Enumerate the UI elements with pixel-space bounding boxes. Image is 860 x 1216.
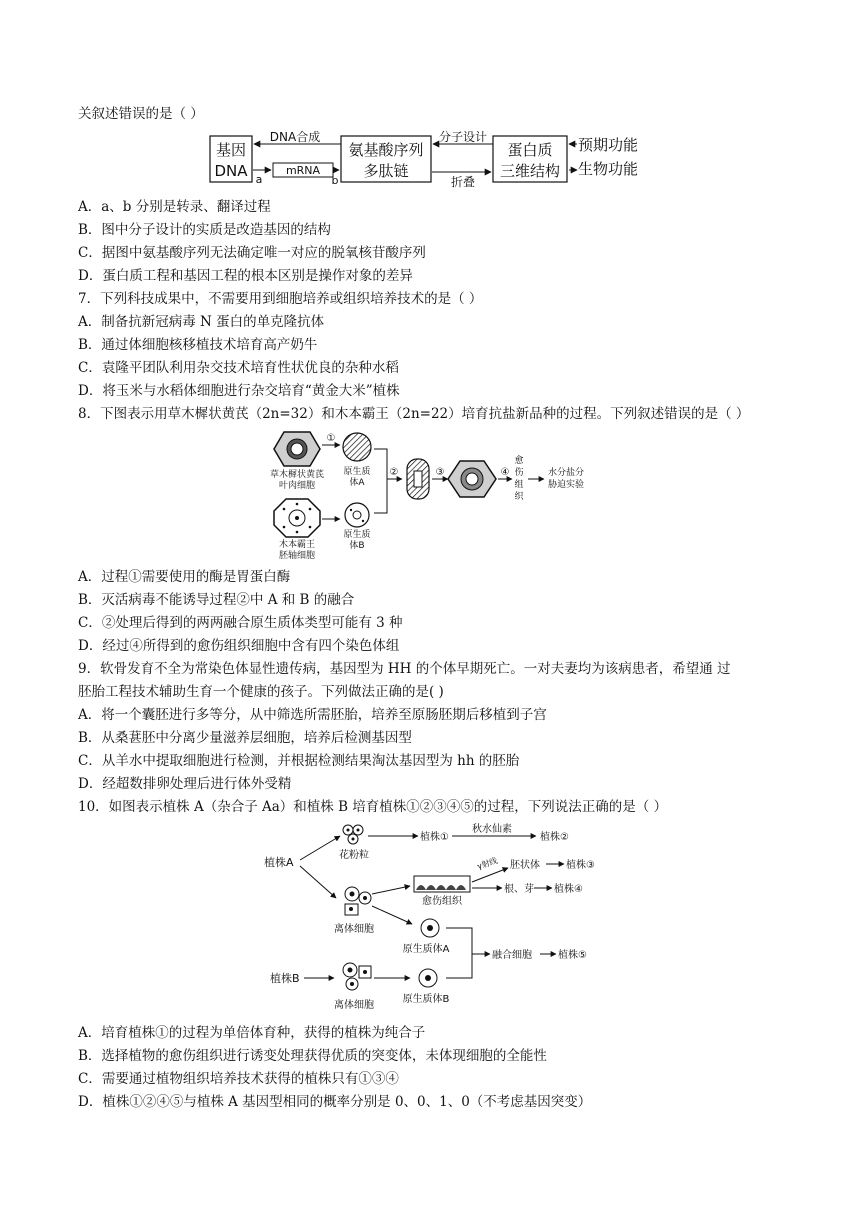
- q8-option-c: C．②处理后得到的两两融合原生质体类型可能有 3 种: [78, 615, 403, 631]
- q6-option-c: C．据图中氨基酸序列无法确定唯一对应的脱氧核苷酸序列: [78, 245, 426, 261]
- protein-label-top: 蛋白质: [507, 141, 553, 159]
- svg-text:组: 组: [514, 480, 524, 490]
- q7-option-c: C．袁隆平团队利用杂交技术培育性状优良的杂种水稻: [78, 360, 399, 376]
- q6-option-b: B．图中分子设计的实质是改造基因的结构: [78, 222, 331, 238]
- q10-option-c: C．需要通过植物组织培养技术获得的植株只有①③④: [78, 1071, 399, 1087]
- amino-label-bottom: 多肽链: [363, 162, 409, 180]
- svg-text:草木樨状黄芪: 草木樨状黄芪: [269, 470, 325, 480]
- q8-option-b: B．灭活病毒不能诱导过程②中 A 和 B 的融合: [78, 592, 355, 608]
- folding-label: 折叠: [450, 175, 476, 189]
- q8-stem: 8．下图表示用草木樨状黄芪（2n=32）和木本霸王（2n=22）培育抗盐新品种的过程。下列叙述错误的是（ ）: [78, 406, 750, 422]
- q6-protein-engineering-diagram: [205, 130, 655, 190]
- q7-option-b: B．通过体细胞核移植技术培育高产奶牛: [78, 337, 318, 353]
- svg-text:融合细胞: 融合细胞: [492, 950, 532, 961]
- svg-text:体A: 体A: [349, 478, 365, 488]
- amino-label-top: 氨基酸序列: [348, 141, 424, 159]
- svg-text:胚状体: 胚状体: [510, 860, 540, 871]
- q6-option-a: A．a、b 分别是转录、翻译过程: [78, 199, 271, 215]
- dna-synthesis-label: DNA合成: [269, 130, 321, 144]
- isolated-cells-a: [345, 887, 371, 915]
- svg-text:秋水仙素: 秋水仙素: [472, 824, 512, 835]
- q8-option-a: A．过程①需要使用的酶是胃蛋白酶: [78, 569, 291, 585]
- svg-text:植株①: 植株①: [420, 832, 449, 843]
- gene-label-bottom: DNA: [214, 162, 248, 180]
- svg-text:离体细胞: 离体细胞: [334, 1000, 374, 1011]
- svg-text:根、芽: 根、芽: [504, 884, 534, 895]
- q7-option-d: D．将玉米与水稻体细胞进行杂交培育“黄金大米”植株: [78, 383, 400, 399]
- label-b: b: [331, 174, 339, 187]
- svg-text:织: 织: [514, 492, 524, 502]
- function-label-top: 预期功能: [578, 136, 639, 154]
- protoplast-a: [343, 433, 371, 461]
- svg-text:原生质体B: 原生质体B: [402, 994, 450, 1005]
- svg-text:γ射线: γ射线: [476, 856, 499, 872]
- svg-text:愈伤组织: 愈伤组织: [422, 896, 462, 907]
- q6-stem-tail: 关叙述错误的是（ ）: [78, 106, 204, 122]
- protein-label-bottom: 三维结构: [499, 162, 561, 180]
- svg-text:②: ②: [389, 467, 399, 478]
- svg-text:水分盐分: 水分盐分: [548, 468, 585, 478]
- q10-option-a: A．培育植株①的过程为单倍体育种，获得的植株为纯合子: [78, 1025, 426, 1041]
- isolated-cells-b: [343, 963, 371, 990]
- q8-somatic-hybridization-diagram: [262, 427, 592, 559]
- svg-text:愈: 愈: [514, 456, 524, 466]
- gene-label-top: 基因: [215, 141, 247, 159]
- svg-text:③: ③: [435, 467, 445, 478]
- svg-text:原生质体A: 原生质体A: [402, 944, 450, 955]
- svg-text:离体细胞: 离体细胞: [334, 924, 374, 935]
- svg-text:体B: 体B: [349, 541, 365, 551]
- q9-stem-line1: 9．软骨发育不全为常染色体显性遗传病，基因型为 HH 的个体早期死亡。一对夫妻均为该病患者，希望通 过: [78, 661, 731, 677]
- label-a: a: [255, 173, 263, 186]
- q9-option-c: C．从羊水中提取细胞进行检测，并根据检测结果淘汰基因型为 hh 的胚胎: [78, 753, 520, 769]
- plant-a-label: 植株A: [264, 856, 294, 869]
- svg-text:植株⑤: 植株⑤: [558, 950, 587, 961]
- plant-b-label: 植株B: [270, 972, 300, 985]
- svg-text:胚轴细胞: 胚轴细胞: [278, 551, 316, 559]
- q10-stem: 10．如图表示植株 A（杂合子 Aa）和植株 B 培育植株①②③④⑤的过程，下列说法正确的是（ ）: [78, 799, 668, 815]
- svg-text:④: ④: [500, 467, 510, 478]
- svg-text:原生质: 原生质: [343, 467, 371, 477]
- q9-stem-line2: 胚胎工程技术辅助生育一个健康的孩子。下列做法正确的是( ): [78, 684, 444, 700]
- q10-option-d: D．植株①②④⑤与植株 A 基因型相同的概率分别是 0、0、1、0（不考虑基因突变）: [78, 1094, 592, 1110]
- pollen-grains: [343, 825, 363, 844]
- svg-text:胁迫实验: 胁迫实验: [548, 480, 585, 490]
- q7-option-a: A．制备抗新冠病毒 N 蛋白的单克隆抗体: [78, 314, 325, 330]
- q10-plant-breeding-diagram: [260, 820, 600, 1015]
- q9-option-a: A．将一个囊胚进行多等分，从中筛选所需胚胎，培养至原肠胚期后移植到子宫: [78, 707, 547, 723]
- mrna-label: mRNA: [285, 164, 321, 177]
- svg-text:植株④: 植株④: [554, 884, 583, 895]
- function-label-bottom: 生物功能: [578, 160, 639, 178]
- svg-text:木本霸王: 木本霸王: [278, 540, 316, 550]
- svg-text:叶肉细胞: 叶肉细胞: [278, 481, 316, 491]
- q8-option-d: D．经过④所得到的愈伤组织细胞中含有四个染色体组: [78, 638, 400, 654]
- q10-option-b: B．选择植物的愈伤组织进行诱变处理获得优质的突变体，未体现细胞的全能性: [78, 1048, 547, 1064]
- svg-text:植株②: 植株②: [540, 832, 569, 843]
- q9-option-d: D．经超数排卵处理后进行体外受精: [78, 776, 292, 792]
- molecular-design-label: 分子设计: [438, 130, 488, 144]
- q7-stem: 7．下列科技成果中，不需要用到细胞培养或组织培养技术的是（ ）: [78, 291, 483, 307]
- q6-option-d: D．蛋白质工程和基因工程的根本区别是操作对象的差异: [78, 268, 413, 284]
- svg-text:伤: 伤: [514, 468, 524, 478]
- q9-option-b: B．从桑葚胚中分离少量滋养层细胞，培养后检测基因型: [78, 730, 412, 746]
- svg-text:花粉粒: 花粉粒: [339, 850, 369, 861]
- svg-text:①: ①: [326, 433, 336, 444]
- svg-text:植株③: 植株③: [566, 860, 595, 871]
- svg-text:原生质: 原生质: [343, 530, 371, 540]
